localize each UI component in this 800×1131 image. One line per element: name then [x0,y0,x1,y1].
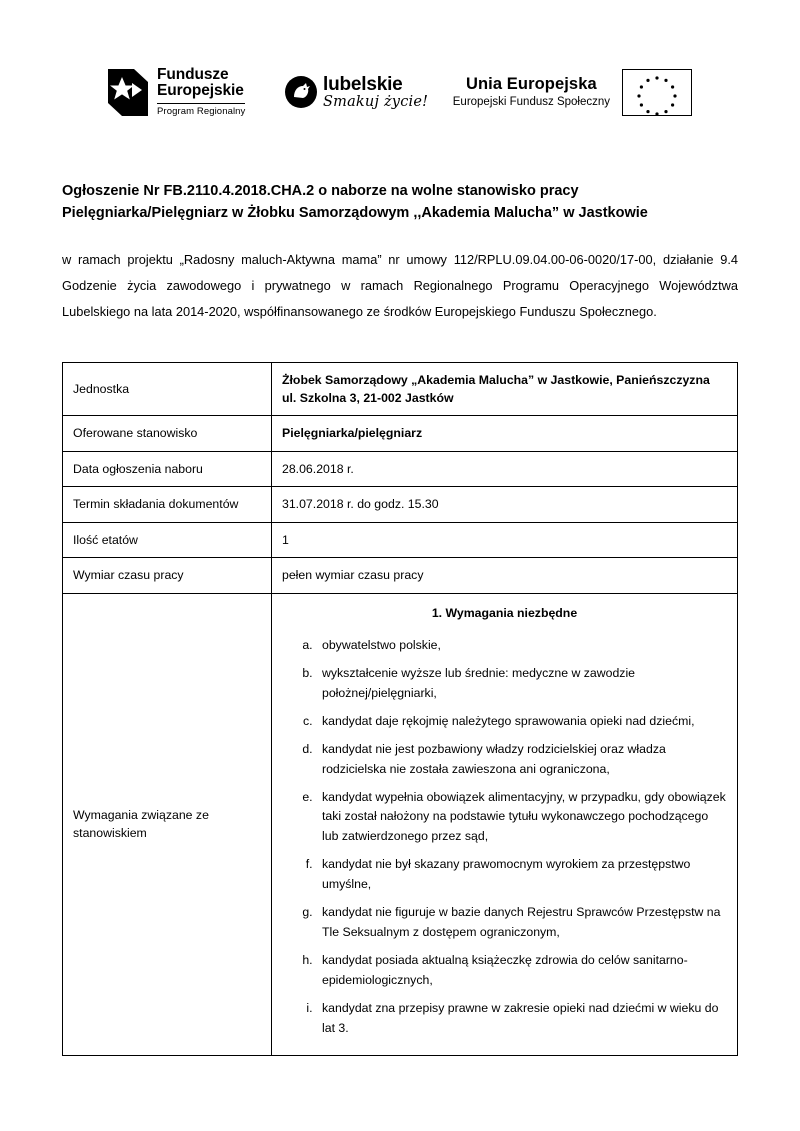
logo-bar [62,40,738,132]
fundusze-europejskie-text [157,67,245,118]
list-item: c. kandydat daje rękojmię należytego sprawowania opieki nad dziećmi, [316,712,727,732]
table-row-requirements [63,593,738,1055]
unia-europejska-logo [453,69,692,116]
row-label-data-ogloszenia: Data ogłoszenia naboru [63,451,272,486]
row-value-wymiar: pełen wymiar czasu pracy [272,558,738,593]
table-row [63,362,738,416]
ue-line2: Europejski Fundusz Społeczny [452,95,610,108]
list-item: i. kandydat zna przepisy prawne w zakresie opieki nad dziećmi w wieku do lat 3. [316,999,727,1039]
table-row [63,558,738,593]
row-value-termin: 31.07.2018 r. do godz. 15.30 [272,487,738,522]
fundusze-europejskie-logo [108,67,245,118]
list-item: g. kandydat nie figuruje w bazie danych Rejestru Sprawców Przestępstw na Tle Seksualnym z dostępem ograniczonym, [316,903,727,943]
row-label-etaty: Ilość etatów [63,522,272,557]
page-title: Ogłoszenie Nr FB.2110.4.2018.CHA.2 o naborze na wolne stanowisko pracy Pielęgniarka/Pielęgniarz w Żłobku Samorządowym ,,Akademia Malucha” w Jastkowie [62,183,648,222]
lubelskie-name: lubelskie [323,73,403,95]
row-value-stanowisko: Pielęgniarka/pielęgniarz [272,416,738,451]
list-item: e. kandydat wypełnia obowiązek alimentacyjny, w przypadku, gdy obowiązek taki został nałożony na podstawie tytułu wykonawczego pochodzącego lub zatwierdzonego przez sąd, [316,788,727,848]
row-label-wymagania: Wymagania związane ze stanowiskiem [63,593,272,1055]
job-details-table [62,362,738,1056]
table-row [63,522,738,557]
requirements-list [282,636,727,1038]
intro-paragraph: w ramach projektu „Radosny maluch-Aktywna mama” nr umowy 112/RPLU.09.04.00-06-0020/17-00, działanie 9.4 Godzenie życia zawodowego i prywatnego w ramach Regionalnego Programu Operacyjnego Województwa Lubelskiego na lata 2014-2020, współfinansowanego ze środków Europejskiego Funduszu Społecznego. [62,251,738,320]
fe-line2: Europejskie [157,82,244,100]
unia-europejska-text [453,75,610,109]
row-label-jednostka: Jednostka [63,362,272,416]
list-item: b. wykształcenie wyższe lub średnie: medyczne w zawodzie położnej/pielęgniarki, [316,664,727,704]
fe-line3: Program Regionalny [157,103,245,117]
ue-line1: Unia Europejska [465,74,597,93]
lubelskie-text [323,75,428,110]
row-value-wymagania [272,593,738,1055]
row-value-jednostka: Żłobek Samorządowy „Akademia Malucha” w Jastkowie, Panieńszczyzna ul. Szkolna 3, 21-002 Jastków [272,362,738,416]
row-label-termin: Termin składania dokumentów [63,487,272,522]
lubelskie-tagline: Smakuj życie! [323,93,429,110]
star-arrow-icon [108,69,148,116]
row-label-wymiar: Wymiar czasu pracy [63,558,272,593]
eu-flag-icon [622,69,692,116]
list-item: a. obywatelstwo polskie, [316,636,727,656]
table-row [63,416,738,451]
table-row [63,487,738,522]
list-item: h. kandydat posiada aktualną książeczkę zdrowia do celów sanitarno-epidemiologicznych, [316,951,727,991]
lubelskie-logo [284,75,428,110]
list-item: d. kandydat nie jest pozbawiony władzy rodzicielskiej oraz władza rodzicielska nie została zawieszona ani ograniczona, [316,740,727,780]
row-value-data-ogloszenia: 28.06.2018 r. [272,451,738,486]
table-row [63,451,738,486]
row-label-stanowisko: Oferowane stanowisko [63,416,272,451]
requirements-heading: 1. Wymagania niezbędne [431,605,578,620]
goat-silhouette-icon [284,75,318,109]
list-item: f. kandydat nie był skazany prawomocnym wyrokiem za przestępstwo umyślne, [316,855,727,895]
row-value-etaty: 1 [272,522,738,557]
fe-line1: Fundusze [157,65,229,83]
